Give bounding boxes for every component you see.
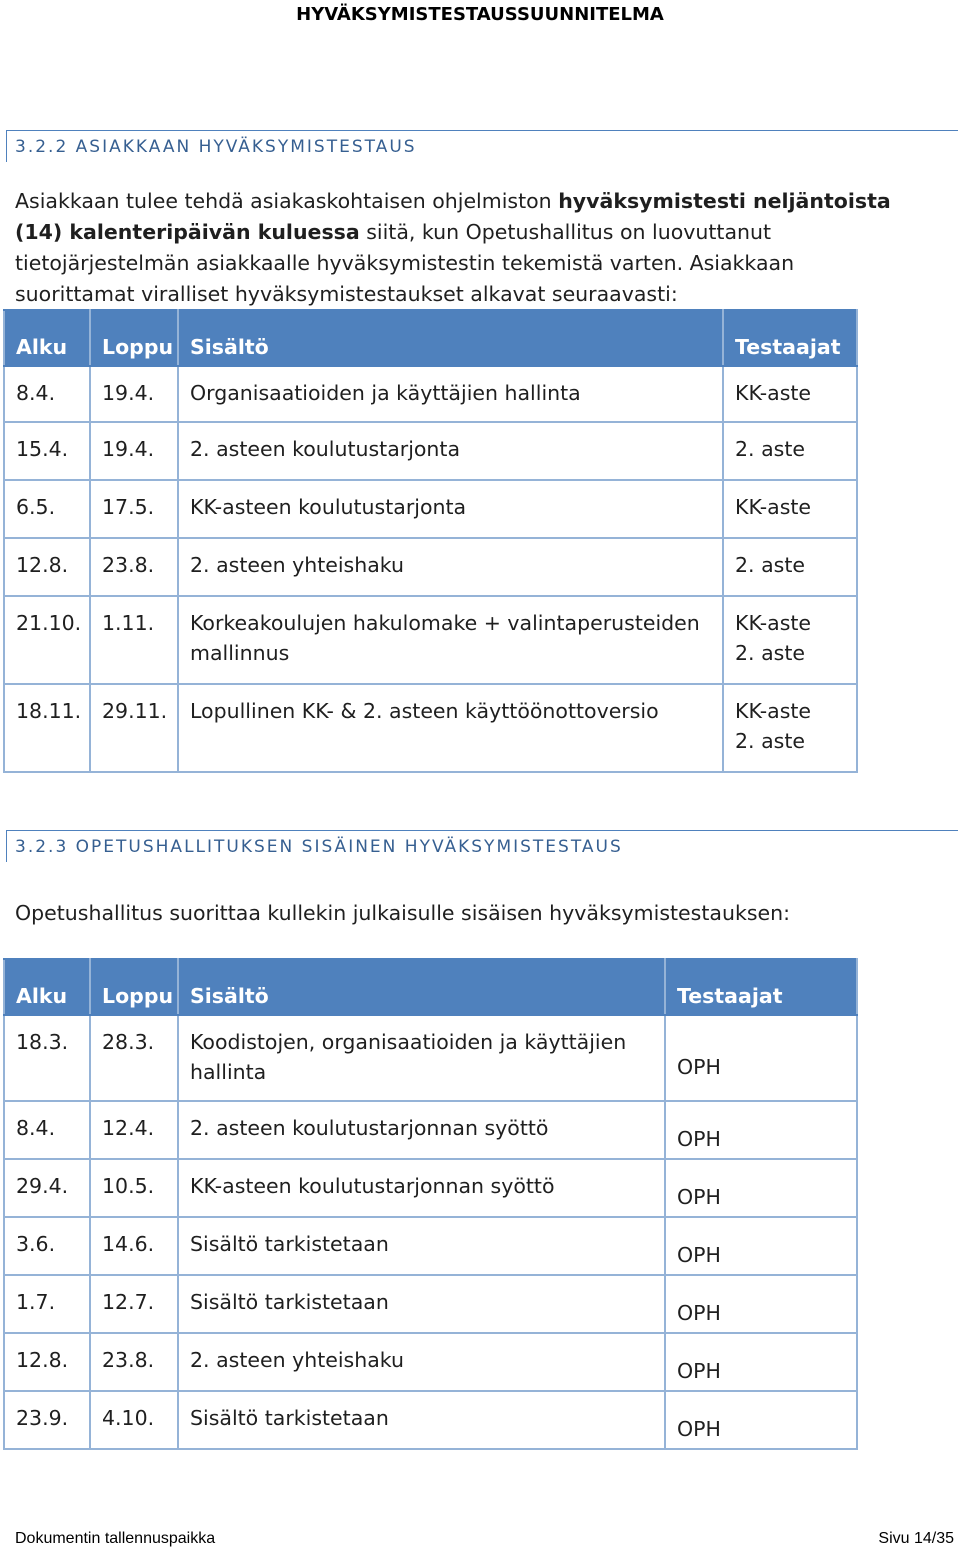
section2-paragraph: Opetushallitus suorittaa kullekin julkaisulle sisäisen hyväksymistestauksen: (15, 901, 791, 925)
cell-col-loppu: 4.10. (90, 1391, 178, 1449)
cell-col-testaajat: KK-aste (723, 366, 857, 422)
cell-col-testaajat: KK-aste 2. aste (723, 684, 857, 772)
header-col-alku: Alku (4, 959, 90, 1015)
cell-col-testaajat: KK-aste 2. aste (723, 596, 857, 684)
cell-col-sisalto: Sisältö tarkistetaan (178, 1391, 665, 1449)
footer-page-number: Sivu 14/35 (878, 1530, 954, 1547)
footer-location: Dokumentin tallennuspaikka (15, 1530, 216, 1547)
table-row (4, 596, 857, 684)
table-header-row (4, 959, 857, 1015)
table-row (4, 422, 857, 480)
customer-acceptance-table (3, 309, 858, 773)
para-text-bold: hyväksymistesti neljäntoista (14) kalenteripäivän kuluessa (15, 189, 891, 244)
cell-col-alku: 8.4. (4, 366, 90, 422)
cell-col-alku: 18.11. (4, 684, 90, 772)
header-col-testaajat: Testaajat (723, 310, 857, 366)
cell-col-loppu: 28.3. (90, 1015, 178, 1101)
cell-col-testaajat: OPH (665, 1015, 857, 1101)
cell-col-loppu: 10.5. (90, 1159, 178, 1217)
cell-col-sisalto: Korkeakoulujen hakulomake + valintaperusteiden mallinnus (178, 596, 723, 684)
cell-col-sisalto: 2. asteen yhteishaku (178, 538, 723, 596)
document-title: HYVÄKSYMISTESTAUSSUUNNITELMA (296, 4, 664, 25)
table-row (4, 366, 857, 422)
cell-col-sisalto: Organisaatioiden ja käyttäjien hallinta (178, 366, 723, 422)
cell-col-loppu: 1.11. (90, 596, 178, 684)
cell-col-alku: 12.8. (4, 1333, 90, 1391)
cell-col-alku: 1.7. (4, 1275, 90, 1333)
cell-col-sisalto: 2. asteen koulutustarjonta (178, 422, 723, 480)
cell-col-loppu: 19.4. (90, 366, 178, 422)
cell-col-loppu: 12.7. (90, 1275, 178, 1333)
cell-col-alku: 12.8. (4, 538, 90, 596)
section-heading-text: 3.2.2 ASIAKKAAN HYVÄKSYMISTESTAUS (15, 137, 417, 157)
table-row (4, 480, 857, 538)
cell-col-loppu: 12.4. (90, 1101, 178, 1159)
table-row (4, 1275, 857, 1333)
cell-col-sisalto: 2. asteen koulutustarjonnan syöttö (178, 1101, 665, 1159)
cell-col-sisalto: KK-asteen koulutustarjonta (178, 480, 723, 538)
table-row (4, 1217, 857, 1275)
section-heading-3-2-2 (6, 130, 958, 162)
cell-col-testaajat: OPH (665, 1391, 857, 1449)
header-col-testaajat: Testaajat (665, 959, 857, 1015)
cell-col-alku: 8.4. (4, 1101, 90, 1159)
internal-acceptance-table (3, 958, 858, 1450)
header-col-loppu: Loppu (90, 310, 178, 366)
table-row (4, 538, 857, 596)
cell-col-testaajat: OPH (665, 1159, 857, 1217)
cell-col-testaajat: 2. aste (723, 538, 857, 596)
header-col-loppu: Loppu (90, 959, 178, 1015)
cell-col-alku: 18.3. (4, 1015, 90, 1101)
cell-col-sisalto: KK-asteen koulutustarjonnan syöttö (178, 1159, 665, 1217)
cell-col-sisalto: Lopullinen KK- & 2. asteen käyttöönottoversio (178, 684, 723, 772)
cell-col-testaajat: 2. aste (723, 422, 857, 480)
header-col-sisalto: Sisältö (178, 959, 665, 1015)
cell-col-alku: 29.4. (4, 1159, 90, 1217)
cell-col-loppu: 23.8. (90, 538, 178, 596)
table-header-row (4, 310, 857, 366)
cell-col-loppu: 14.6. (90, 1217, 178, 1275)
cell-col-alku: 23.9. (4, 1391, 90, 1449)
header-col-sisalto: Sisältö (178, 310, 723, 366)
cell-col-testaajat: OPH (665, 1275, 857, 1333)
cell-col-testaajat: OPH (665, 1333, 857, 1391)
table-row (4, 1159, 857, 1217)
header-col-alku: Alku (4, 310, 90, 366)
cell-col-loppu: 19.4. (90, 422, 178, 480)
cell-col-loppu: 29.11. (90, 684, 178, 772)
cell-col-testaajat: KK-aste (723, 480, 857, 538)
cell-col-testaajat: OPH (665, 1217, 857, 1275)
cell-col-sisalto: Sisältö tarkistetaan (178, 1217, 665, 1275)
section-heading-3-2-3 (6, 830, 958, 862)
cell-col-sisalto: 2. asteen yhteishaku (178, 1333, 665, 1391)
para-text-1: Asiakkaan tulee tehdä asiakaskohtaisen ohjelmiston (15, 189, 559, 213)
cell-col-sisalto: Koodistojen, organisaatioiden ja käyttäjien hallinta (178, 1015, 665, 1101)
cell-col-testaajat: OPH (665, 1101, 857, 1159)
cell-col-alku: 3.6. (4, 1217, 90, 1275)
para-text-2: siitä, kun Opetushallitus on luovuttanut tietojärjestelmän asiakkaalle hyväksymistestin tekemistä varten. Asiakkaan suorittamat viralliset hyväksymistestaukset alkavat seuraavasti: (15, 220, 795, 306)
cell-col-alku: 21.10. (4, 596, 90, 684)
cell-col-sisalto: Sisältö tarkistetaan (178, 1275, 665, 1333)
table-row (4, 1015, 857, 1101)
cell-col-alku: 6.5. (4, 480, 90, 538)
table-row (4, 684, 857, 772)
cell-col-loppu: 23.8. (90, 1333, 178, 1391)
table-row (4, 1333, 857, 1391)
table-row (4, 1391, 857, 1449)
cell-col-alku: 15.4. (4, 422, 90, 480)
section-heading-text: 3.2.3 OPETUSHALLITUKSEN SISÄINEN HYVÄKSYMISTESTAUS (15, 837, 623, 857)
cell-col-loppu: 17.5. (90, 480, 178, 538)
table-row (4, 1101, 857, 1159)
section1-paragraph (15, 186, 915, 310)
